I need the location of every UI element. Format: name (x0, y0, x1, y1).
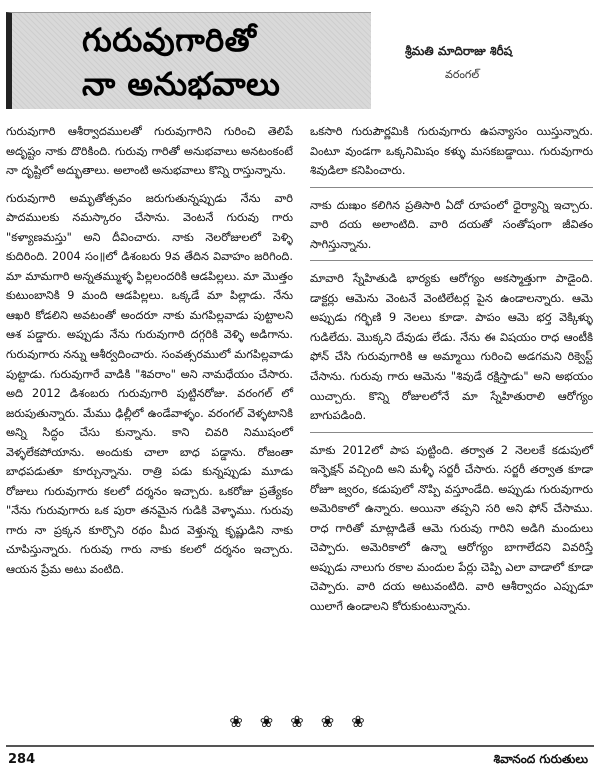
flower-ornaments: ❀ ❀ ❀ ❀ ❀ (229, 712, 371, 731)
title-line-2: నా అనుభవాలు (82, 65, 281, 103)
left-paragraph-1: గురువుగారి ఆశీర్వాదములతో గురువుగారిని గురించి తెలిపే అదృష్టం నాకు దొరికింది. గురువు గారితో అనుభవాలు అనటంకంటే నా దృష్టిలో అద్భుతాలు. అలాంటి అనుభవాలు కొన్ని రాస్తున్నాను. (6, 125, 293, 178)
right-paragraph-4: మాకు 2012లో పాప పుట్టింది. తర్వాత 2 నెలలకే కడుపులో ఇన్ఫెక్షన్ వచ్చింది అని మళ్ళీ సర్జరీ చేసారు. సర్జరీ తర్వాత కూడా రోజూ జ్వరం, కడుపులో నొప్పి వస్తూండేది. అప్పుడు గురువుగారు అమెరికాలో ఉన్నారు. అయినా తప్పని సరి అని ఫోన్ చేసాము. రాధ గారితో మాట్లాడితే ఆమె గురువు గారిని అడిగి మందులు చెప్పారు. అమెరికాలో ఉన్నా ఆరోగ్యం బాగాలేదని వివరిస్తే అప్పుడు నాలుగు రకాల మందుల పేర్లు చెప్పి ఎలా వాడాలో కూడా చెప్పారు. వారి దయ అటువంటిది. వారి ఆశీర్వాదం ఎప్పుడూ యిలాగే ఉండాలని కోరుకుంటున్నాను. (310, 443, 593, 614)
right-column (310, 118, 593, 621)
author-place: వరంగల్ (445, 68, 480, 81)
title-banner (6, 12, 371, 109)
running-footer-title: శివానంద గురుతులు (493, 752, 588, 766)
title-line-1: గురువుగారితో (82, 21, 257, 59)
footer-rule (6, 745, 594, 747)
right-paragraph-3: మావారి స్నేహితుడి భార్యకు ఆరోగ్యం అకస్మాత్తుగా పాడైంది. డాక్టర్లు ఆమెను వెంటనే వెంటిలేటర్ల పైన ఉండాలన్నారు. ఆమె అప్పుడు గర్భిణి 9 నెలలు కూడా. పాపం ఆమె భర్త వెక్కిళ్ళు గుడిలేదు. మొక్కని దేవుడు లేడు. నేను ఈ విషయం రాధ ఆంటీకి ఫోన్ చేసి గురువుగారికి ఆ అమ్మాయి గురించి అడగమని రిక్వెస్ట్ చేసాను. గురువు గారు ఆమెను "శివుడే రక్షిస్తాడు" అని అభయం యిచ్చారు. కొన్ని రోజులలోనే మా స్నేహితురాలి ఆరోగ్యం బాగుపడింది. (310, 272, 593, 423)
left-column (6, 118, 293, 584)
author-name: శ్రీమతి మాదిరాజు శిరీష (405, 44, 513, 58)
right-paragraph-2: నాకు దుఃఖం కలిగిన ప్రతిసారి ఏదో రూపంలో ధైర్యాన్ని ఇచ్చారు. వారి దయ అలాంటిది. వారి దయతో సంతోషంగా జీవితం సాగిస్తున్నాను. (310, 198, 593, 251)
paragraph-divider (310, 187, 593, 188)
right-paragraph-1: ఒకసారి గురుపౌర్ణమికి గురువుగారు ఉపన్యాసం యిస్తున్నారు. వింటూ వుండగా ఒక్కనిమిషం కళ్ళు మసకబడ్డాయి. గురువుగారు శివుడిలా కనిపించారు. (310, 125, 593, 178)
left-paragraph-2: గురువుగారి అమృతోత్సవం జరుగుతున్నప్పుడు నేను వారి పాదములకు నమస్కారం చేసాను. వెంటనే గురువు గారు "కళ్యాణమస్తు" అని దీవించారు. నాకు నెలరోజులలో పెళ్ళి కుదిరింది. 2004 సం॥లో డిశంబరు 9వ తేదిన వివాహం జరిగింది. మా మామగారి అన్నతమ్ముళ్ళ పిల్లలందరికి ఆడపిల్లలు. మా మొత్తం కుటుంబానికి 9 మంది ఆడపిల్లలు. ఒక్కడే మా పిల్లాడు. నేను ఆఖరి కోడలిని అవటంతో అందరూ నాకు మగపిల్లవాడు పుట్టాలని ఆశ పడ్డారు. అప్పుడు నేను గురువుగారి దగ్గరికి వెళ్ళి అడిగాను. గురువుగారు నన్ను ఆశీర్వదించారు. సంవత్సరములో మగపిల్లవాడు పుట్టాడు. గురువుగారే వాడికి "శివరాం" అని నామధేయం చేసారు. అది 2012 డిశంబరు గురువుగారి పుట్టినరోజు. వరంగల్ లో జరుపుతున్నారు. మేము ఢిల్లీలో ఉండేవాళ్ళం. వరంగల్ వెళ్ళటానికి అన్ని సిద్ధం చేసు కున్నాను. కాని చివరి నిముషంలో వెళ్ళలేకపోయాను. అందుకు చాలా బాధ పడ్డాను. రోజంతా బాధపడుతూ కూర్చున్నాను. రాత్రి పడు కున్నప్పుడు మూడు రోజులు గురువుగారు కలలో దర్శనం ఇచ్చారు. ఒకరోజు ప్రత్యేకం "నేను గురువుగారు ఒక పురా తనమైన గుడికి వెళ్ళాము. గురువు గారు నా ప్రక్కన కూర్చొని రథం మీద వెళ్తున్న కృష్ణుడిని నాకు చూపిస్తున్నారు. గురువు గారు నాకు కలలో దర్శనం ఇచ్చారు. ఆయన ప్రేమ అటు వంటిది. (6, 191, 293, 577)
page-number: 284 (8, 752, 36, 767)
paragraph-divider (310, 432, 593, 433)
paragraph-divider (310, 260, 593, 261)
